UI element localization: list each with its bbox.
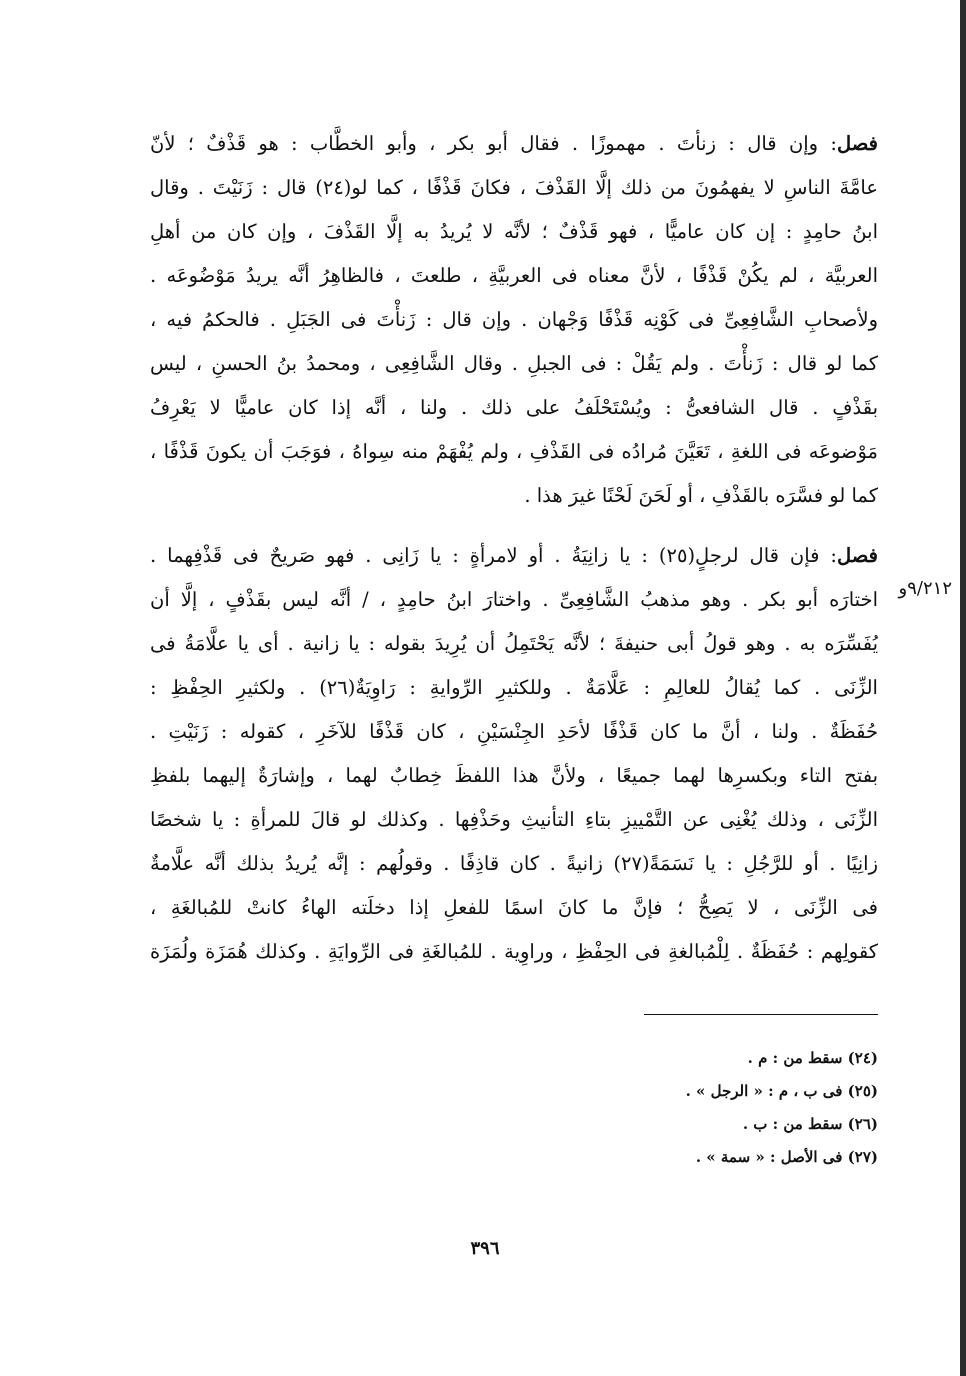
section-heading: فصل <box>837 132 878 155</box>
text-line: كما لو قال : زَنأْتَ . ولم يَقُلْ : فى الجبلِ . وقال الشَّافِعِى ، ومحمدُ بنُ الحسنِ ، ليس <box>150 352 878 375</box>
text-line: العربيَّة ، لم يكُنْ قَذْفًا ، لأنَّ معناه فى العربيَّةِ ، طلعتَ ، فالظاهِرُ أنَّه يريدُ مَوْضُوعَه . <box>150 264 878 287</box>
line-text: : وإن قال : زنأتَ . مهموزًا . فقال أبو بكر ، وأبو الخطَّاب : هو قَذْفٌ ؛ لأنّ <box>150 132 837 155</box>
page-edge-shadow <box>960 0 966 1376</box>
text-line: مَوْضوعَه فى اللغةِ ، تَعَيَّنَ مُرادُه فى القَذْفِ ، ولم يُفْهَمْ منه سِواهُ ، فوَجَبَ أن يكونَ قَذْفًا ، <box>150 440 878 463</box>
footnote: (٢٥) فى ب ، م : « الرجل » . <box>685 1082 878 1100</box>
main-text-body <box>150 122 878 974</box>
footnote: (٢٦) سقط من : ب . <box>742 1115 878 1133</box>
footnote: (٢٧) فى الأصل : « سمة » . <box>695 1148 878 1166</box>
text-line: اختارَه أبو بكر . وهو مذهبُ الشَّافِعِىِّ . واختارَ ابنُ حامِدٍ ، / أنَّه ليس بقَذْفٍ ، إلَّا أن <box>150 588 878 611</box>
text-line: عامَّةَ الناسِ لا يفهمُونَ من ذلك إلَّا القَذْفَ ، فكانَ قَذْفًا ، كما لو(٢٤) قال : زَنَيْتَ . وقال <box>150 176 878 199</box>
paragraph-2 <box>150 534 878 974</box>
text-line: ابنُ حامِدٍ : إن كان عاميًّا ، فهو قَذْفٌ ؛ لأنَّه لا يُريدُ به إلَّا القَذْفَ ، وإن كان من أهلِ <box>150 220 878 243</box>
text-line: كقولِهم : حُفَظَةٌ . لِلْمُبالغةِ فى الحِفْظِ ، وراوِية . للمُبالغَةِ فى الرِّوايَةِ . وكذلك هُمَزَة ولُمَزَة <box>150 940 878 963</box>
text-line <box>150 122 878 166</box>
paragraph-1 <box>150 122 878 518</box>
footnotes <box>560 1042 878 1174</box>
text-line: زانِيًا . أو للرَّجُلِ : يا نَسَمَةً(٢٧) زانيةً . كان قاذِفًا . وقولُهم : إنَّه يُريدُ بذلك أنَّه علَّامةٌ <box>150 852 878 875</box>
text-line: الزِّنَى ، وذلك يُغْنِى عن التَّمْييزِ بتاءِ التأنيثِ وحَذْفِها . وكذلك لو قالَ للمرأةِ : يا شخصًا <box>150 808 878 831</box>
text-line <box>150 534 878 578</box>
text-line: يُفَسِّرَه به . وهو قولُ أبى حنيفةَ ؛ لأنَّه يَحْتَمِلُ أن يُرِيدَ بقوله : يا زانية . أى يا علَّامَةُ فى <box>150 632 878 655</box>
text-line: بفتح التاء وبكسرِها لهما جميعًا ، ولأنَّ هذا اللفظَ خِطابٌ لهما ، وإشارَةٌ إليهما بلفظِ <box>150 764 878 787</box>
manuscript-folio-reference: ٩/٢١٢و <box>898 578 952 599</box>
text-line: الزِّنَى . كما يُقالُ للعالِمِ : عَلَّامَةٌ . وللكثيرِ الرِّوايةِ : رَاوِيَةٌ(٢٦) . ولكثيرِ الحِفْظِ : <box>150 676 878 699</box>
text-line: فى الزِّنَى ، لا يَصِحُّ ؛ فإنَّ ما كانَ اسمًا للفعلِ إذا دخلَته الهاءُ كانتْ للمُبالغَةِ ، <box>150 896 878 919</box>
text-line: ولأصحابِ الشَّافِعِىِّ فى كَوْنِه قَذْفًا وَجْهان . وإن قال : زَنأْتَ فى الجَبَلِ . فالحكمُ فيه ، <box>150 308 878 331</box>
text-line: حُفَظَةٌ . ولنا ، أنَّ ما كان قَذْفًا لأحَدِ الجِنْسَيْنِ ، كان قَذْفًا للآخَرِ ، كقوله : زَنَيْتِ . <box>150 720 878 743</box>
text-line: كما لو فسَّرَه بالقَذْفِ ، أو لَحَنَ لَحْنًا غيرَ هذا . <box>524 484 878 507</box>
footnote: (٢٤) سقط من : م . <box>747 1049 878 1067</box>
page-number: ٣٩٦ <box>470 1238 500 1259</box>
text-line: بقَذْفٍ . قال الشافعىُّ : ويُسْتَحْلَفُ على ذلك . ولنا ، أنَّه إذا كان عاميًّا لا يَعْرِفُ <box>150 396 878 419</box>
line-text: : فإن قال لرجلٍ(٢٥) : يا زانِيَةُ . أو لامرأةٍ : يا زَانِى . فهو صَريحٌ فى قَذْفِهما . <box>150 544 837 567</box>
footnote-separator <box>644 1014 878 1015</box>
section-heading: فصل <box>837 544 878 567</box>
